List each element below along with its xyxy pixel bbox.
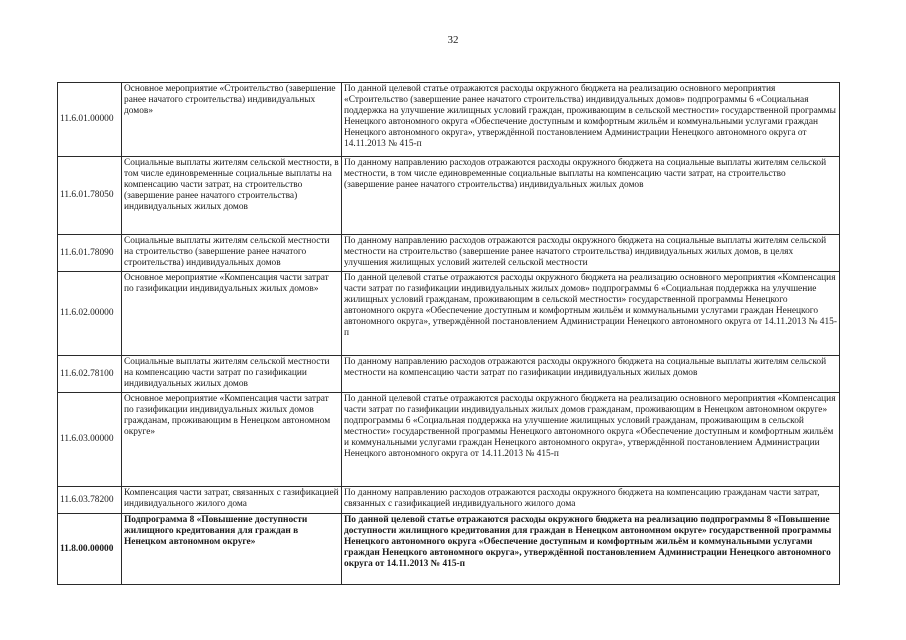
budget-classification-table (57, 82, 840, 585)
target-article-code: 11.6.03.00000 (58, 393, 122, 487)
target-article-code: 11.6.01.00000 (58, 83, 122, 157)
target-article-description: По данному направлению расходов отражаются расходы окружного бюджета на социальные выплаты жителям сельской местности на компенсацию части затрат по газификации индивидуальных жилых домов (342, 356, 840, 393)
target-article-code: 11.6.02.00000 (58, 272, 122, 356)
target-article-description: По данной целевой статье отражаются расходы окружного бюджета на реализацию основного мероприятия «Строительство (завершение ранее начатого строительства) индивидуальных домов» подпрограммы 6 «Социальная поддержка на улучшение жилищных условий граждан, проживающим в сельской местности» государственной программы Ненецкого автономного округа «Обеспечение доступным и комфортным жильём и коммунальными услугами граждан Ненецкого автономного округа», утверждённой постановлением Администрации Ненецкого автономного округа от 14.11.2013 № 415-п (342, 83, 840, 157)
target-article-code: 11.8.00.00000 (58, 514, 122, 585)
target-article-code: 11.6.03.78200 (58, 487, 122, 514)
table-row (58, 356, 840, 393)
table-row (58, 272, 840, 356)
target-article-code: 11.6.01.78050 (58, 157, 122, 235)
table-row (58, 514, 840, 585)
target-article-name: Социальные выплаты жителям сельской местности на компенсацию части затрат по газификации индивидуальных жилых домов (122, 356, 342, 393)
target-article-name: Основное мероприятие «Компенсация части затрат по газификации индивидуальных жилых домов гражданам, проживающим в Ненецком автономном округе» (122, 393, 342, 487)
target-article-name: Социальные выплаты жителям сельской местности на строительство (завершение ранее начатого строительства) индивидуальных домов (122, 235, 342, 272)
target-article-code: 11.6.02.78100 (58, 356, 122, 393)
target-article-description: По данному направлению расходов отражаются расходы окружного бюджета на социальные выплаты жителям сельской местности, в том числе единовременные социальные выплаты на компенсацию части затрат, на строительство (завершение ранее начатого строительства) индивидуальных жилых домов (342, 157, 840, 235)
table-row (58, 393, 840, 487)
target-article-description: По данной целевой статье отражаются расходы окружного бюджета на реализацию подпрограммы 8 «Повышение доступности жилищного кредитования для граждан в Ненецком автономном округе» государственной программы Ненецкого автономного округа «Обеспечение доступным и комфортным жильём и коммунальными услугами граждан Ненецкого автономного округа», утверждённой постановлением Администрации Ненецкого автономного округа от 14.11.2013 № 415-п (342, 514, 840, 585)
target-article-name: Основное мероприятие «Строительство (завершение ранее начатого строительства) индивидуальных домов» (122, 83, 342, 157)
table-row (58, 235, 840, 272)
table-row (58, 83, 840, 157)
target-article-name: Основное мероприятие «Компенсация части затрат по газификации индивидуальных жилых домов» (122, 272, 342, 356)
target-article-description: По данному направлению расходов отражаются расходы окружного бюджета на социальные выплаты жителям сельской местности на строительство (завершение ранее начатого строительства) индивидуальных жилых домов, в целях улучшения жилищных условий жителей сельской местности (342, 235, 840, 272)
target-article-name: Компенсация части затрат, связанных с газификацией индивидуального жилого дома (122, 487, 342, 514)
page-number: 32 (447, 34, 459, 46)
target-article-description: По данной целевой статье отражаются расходы окружного бюджета на реализацию основного мероприятия «Компенсация части затрат по газификации индивидуальных жилых домов» подпрограммы 6 «Социальная поддержка на улучшение жилищных условий гражданам, проживающим в сельской местности» государственной программы Ненецкого автономного округа «Обеспечение доступным и комфортным жильём и коммунальными услугами граждан Ненецкого автономного округа», утверждённой постановлением Администрации Ненецкого автономного округа от 14.11.2013 № 415-п (342, 272, 840, 356)
table-row (58, 157, 840, 235)
target-article-name: Подпрограмма 8 «Повышение доступности жилищного кредитования для граждан в Ненецком автономном округе» (122, 514, 342, 585)
target-article-description: По данному направлению расходов отражаются расходы окружного бюджета на компенсацию гражданам части затрат, связанных с газификацией индивидуального жилого дома (342, 487, 840, 514)
target-article-name: Социальные выплаты жителям сельской местности, в том числе единовременные социальные выплаты на компенсацию части затрат, на строительство (завершение ранее начатого строительства) индивидуальных жилых домов (122, 157, 342, 235)
table-row (58, 487, 840, 514)
target-article-description: По данной целевой статье отражаются расходы окружного бюджета на реализацию основного мероприятия «Компенсация части затрат по газификации индивидуальных жилых домов гражданам, проживающим в Ненецком автономном округе» подпрограммы 6 «Социальная поддержка на улучшение жилищных условий гражданам, проживающим в сельской местности» государственной программы Ненецкого автономного округа «Обеспечение доступным и комфортным жильём и коммунальными услугами граждан Ненецкого автономного округа», утверждённой постановлением Администрации Ненецкого автономного округа от 14.11.2013 № 415-п (342, 393, 840, 487)
target-article-code: 11.6.01.78090 (58, 235, 122, 272)
